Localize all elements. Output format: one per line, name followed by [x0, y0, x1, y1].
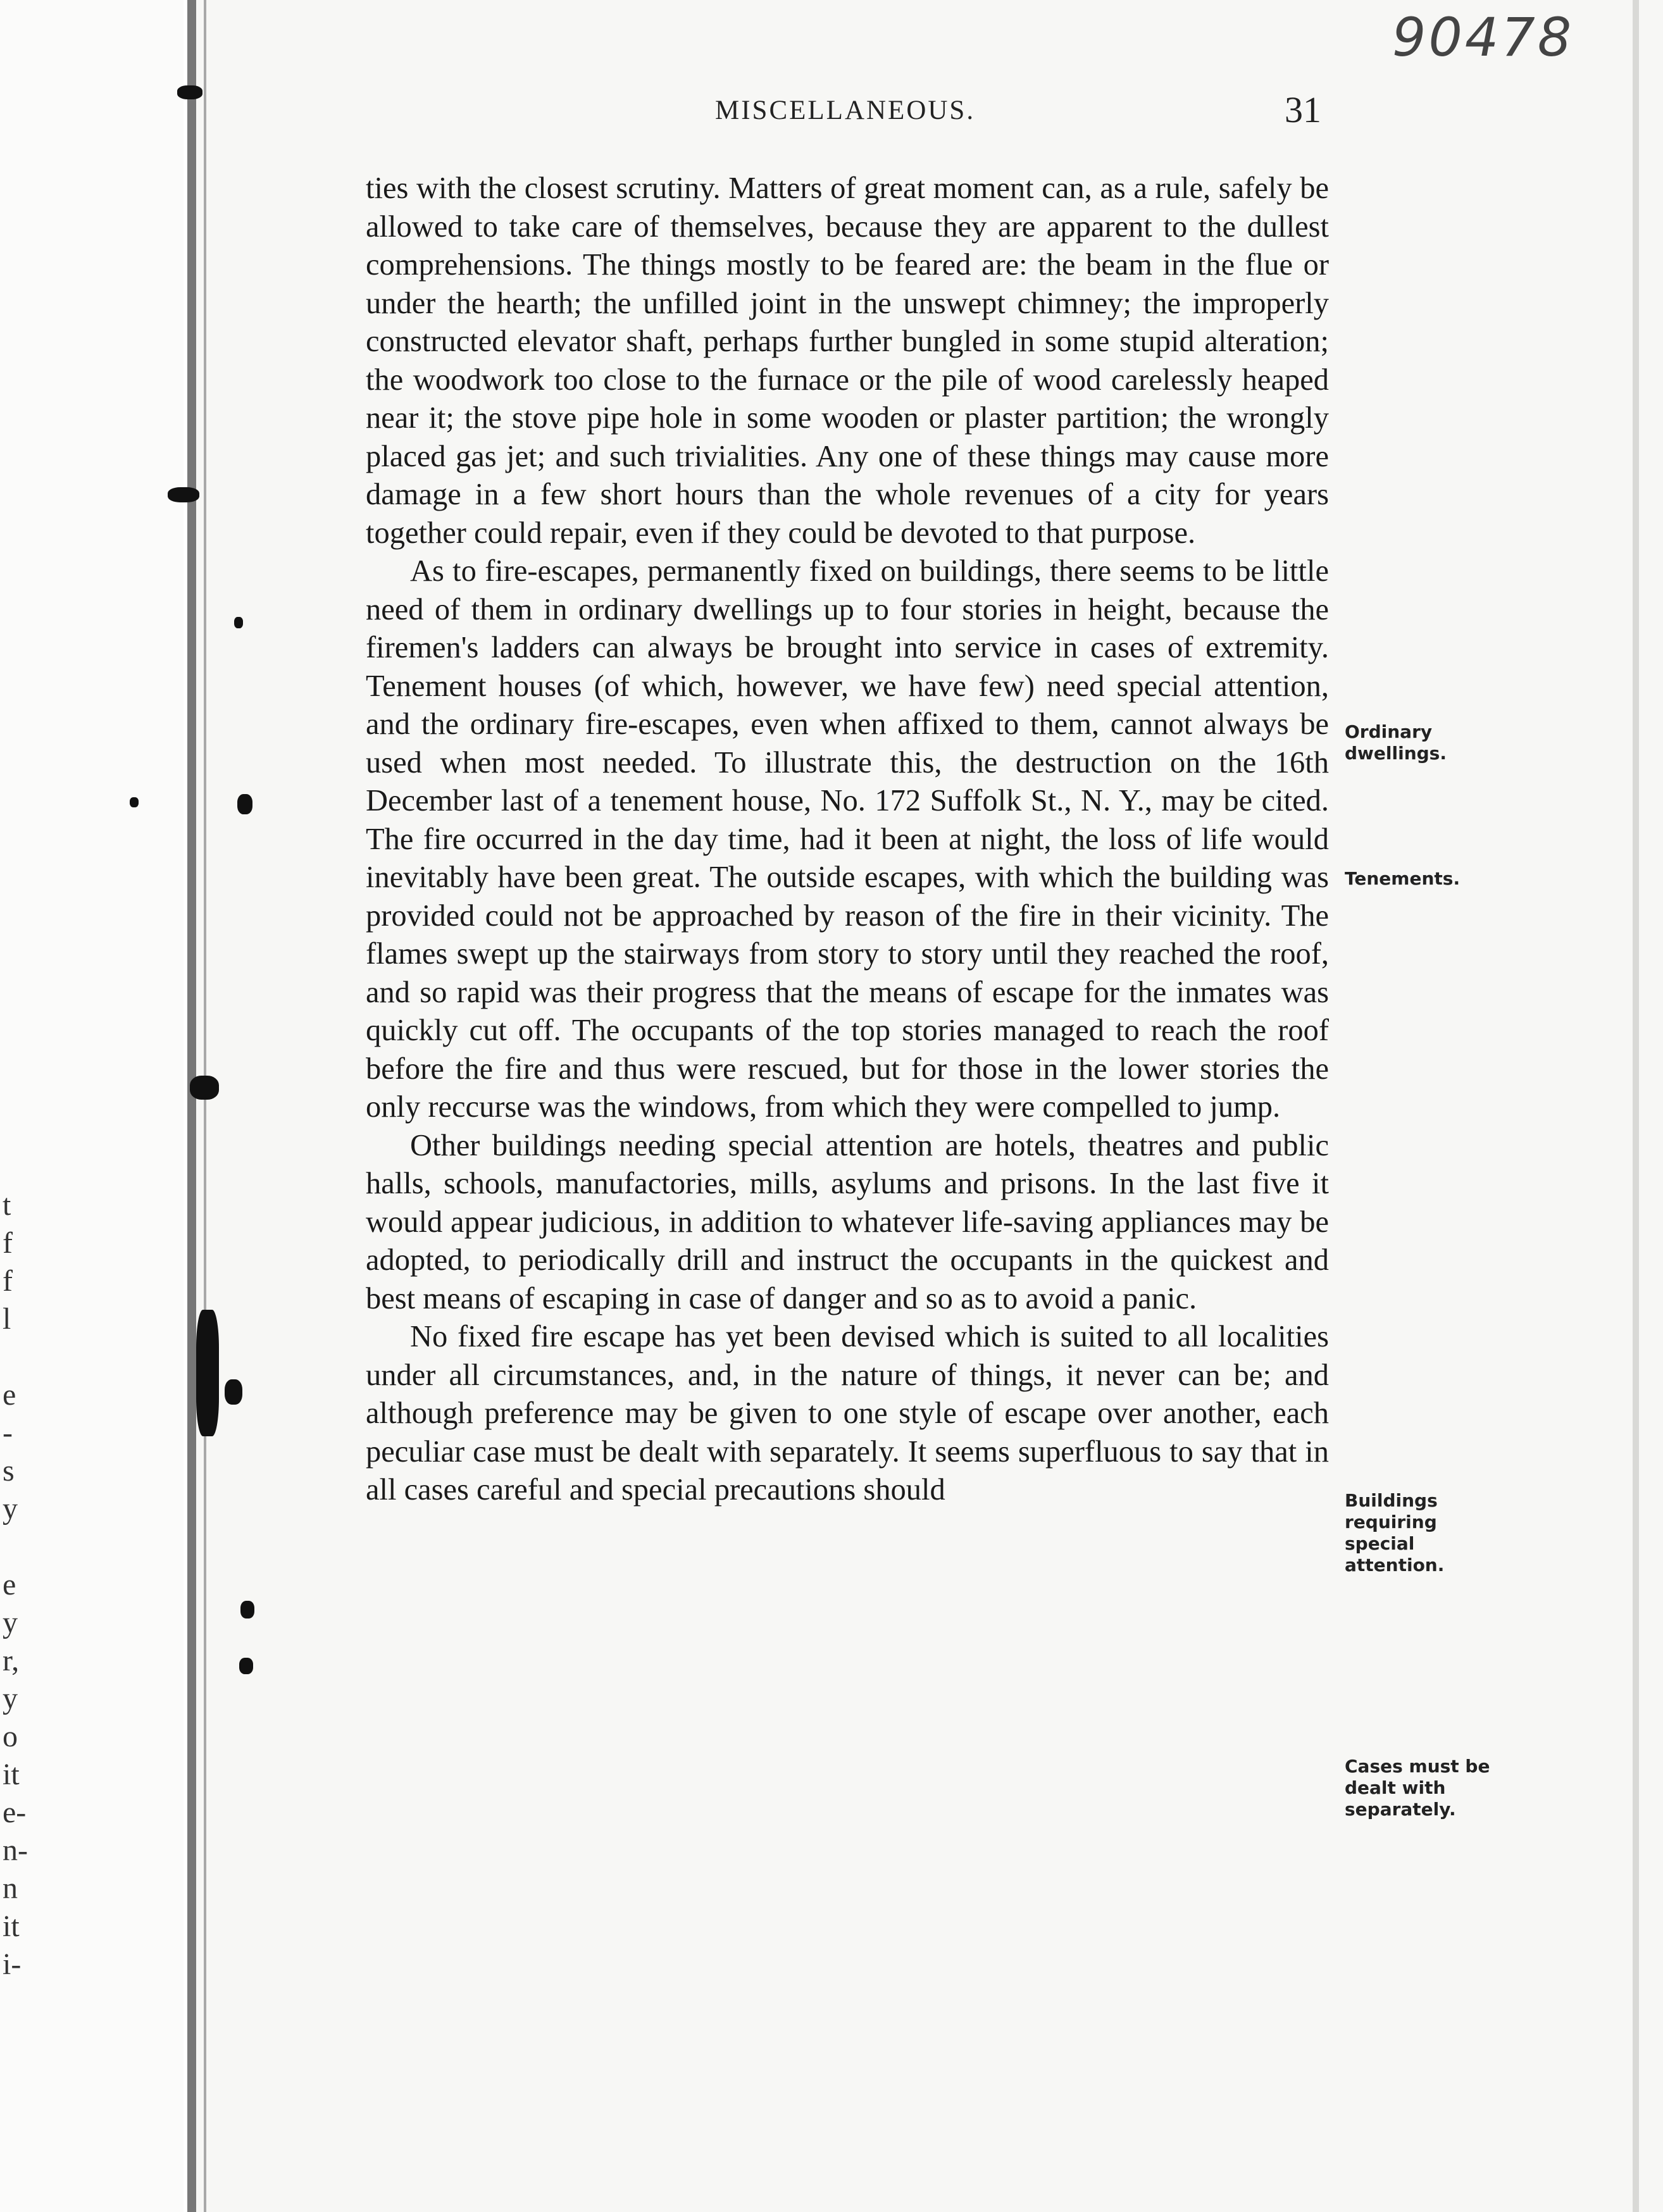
facing-page-fragment: o	[3, 1720, 18, 1753]
facing-page-fragment: -	[3, 1416, 13, 1450]
sidenote-tenements: Tenements.	[1345, 868, 1461, 889]
sidenote-ordinary-dwellings: Ordinary dwellings.	[1345, 721, 1447, 764]
facing-page-fragment: r,	[3, 1644, 20, 1677]
paragraph: ties with the closest scrutiny. Matters of great moment can, as a rule, safely be allowed to take care of themselves, because they are apparent to the dullest comprehensions. The things mostly to be feared are: the beam in the flue or under the hearth; the unfilled joint in the unswept chimney; the improperly constructed elevator shaft, perhaps further bungled in some stupid alteration; the woodwork too close to the furnace or the pile of wood carelessly heaped near it; the stove pipe hole in some wooden or plaster partition; the wrongly placed gas jet; and such trivialities. Any one of these things may cause more damage in a few short hours than the whole revenues of a city for years together could repair, even if they could be devoted to that purpose.	[366, 171, 1329, 550]
body-text	[366, 170, 1329, 1510]
ink-blot	[225, 1379, 242, 1405]
facing-page-fragment: f	[3, 1264, 13, 1298]
facing-page-fragment: s	[3, 1454, 15, 1488]
paragraph: As to fire-escapes, permanently fixed on buildings, there seems to be little need of them in ordinary dwellings up to four stories in height, because the firemen's ladders can always be brought into service in cases of extremity. Tenement houses (of which, however, we have few) need special attention, and the ordinary fire-escapes, even when affixed to them, cannot always be used when most needed. To illustrate this, the destruction on the 16th December last of a tenement house, No. 172 Suffolk St., N. Y., may be cited. The fire occurred in the day time, had it been at night, the loss of life would inevitably have been great. The outside escapes, with which the building was provided could not be approached by reason of the fire in their vicinity. The flames swept up the stairways from story to story until they reached the roof, and so rapid was their progress that the means of escape for the inmates was quickly cut off. The occupants of the top stories managed to reach the roof before the fire and thus were rescued, but for those in the lower stories the only reccurse was the windows, from which they were compelled to jump.	[366, 554, 1329, 1124]
paragraph: Other buildings needing special attention are hotels, theatres and public halls, schools, manufactories, mills, asylums and prisons. In the last five it would appear judicious, in addition to whatever life-saving appliances may be adopted, to periodically drill and instruct the occupants in the quickest and best means of escaping in case of danger and so as to avoid a panic.	[366, 1128, 1329, 1315]
facing-page-fragment: it	[3, 1758, 20, 1791]
ink-blot	[240, 1601, 254, 1619]
ink-speck	[234, 617, 243, 628]
ink-blot	[196, 1310, 219, 1436]
facing-page-fragment: n-	[3, 1834, 28, 1867]
facing-page-strip	[0, 0, 184, 2212]
sidenote-buildings-special-attention: Buildings requiring special attention.	[1345, 1490, 1445, 1575]
binding-mark	[177, 85, 202, 99]
binding-mark	[190, 1076, 219, 1100]
facing-page-fragment: n	[3, 1872, 18, 1905]
facing-page-fragment: y	[3, 1492, 18, 1525]
running-head: MISCELLANEOUS.	[715, 96, 976, 125]
facing-page-fragment: y	[3, 1682, 18, 1715]
ink-blot	[239, 1658, 253, 1674]
facing-page-fragment: t	[3, 1188, 11, 1222]
facing-page-fragment: y	[3, 1606, 18, 1639]
ink-blot	[237, 794, 252, 814]
page-number: 31	[1285, 89, 1321, 130]
facing-page-fragment: i-	[3, 1948, 22, 1981]
facing-page-fragment: e	[3, 1568, 16, 1601]
facing-page-fragment: e	[3, 1378, 16, 1412]
facing-page-fragment: it	[3, 1910, 20, 1943]
facing-page-fragment: f	[3, 1226, 13, 1260]
binding-mark	[168, 487, 199, 502]
sidenote-cases-dealt-separately: Cases must be dealt with separately.	[1345, 1756, 1490, 1820]
facing-page-fragment: e-	[3, 1796, 27, 1829]
binding-spine	[187, 0, 196, 2212]
page-edge	[1633, 0, 1639, 2212]
binding-spine-line	[204, 0, 206, 2212]
ink-speck	[130, 797, 139, 807]
facing-page-fragment: l	[3, 1302, 11, 1336]
paragraph: No fixed fire escape has yet been devised which is suited to all localities under all circumstances, and, in the nature of things, it never can be; and although preference may be given to one style of escape over another, each peculiar case must be dealt with separately. It seems superfluous to say that in all cases careful and special precautions should	[366, 1320, 1329, 1507]
handwritten-catalog-number: 90478	[1392, 6, 1574, 68]
